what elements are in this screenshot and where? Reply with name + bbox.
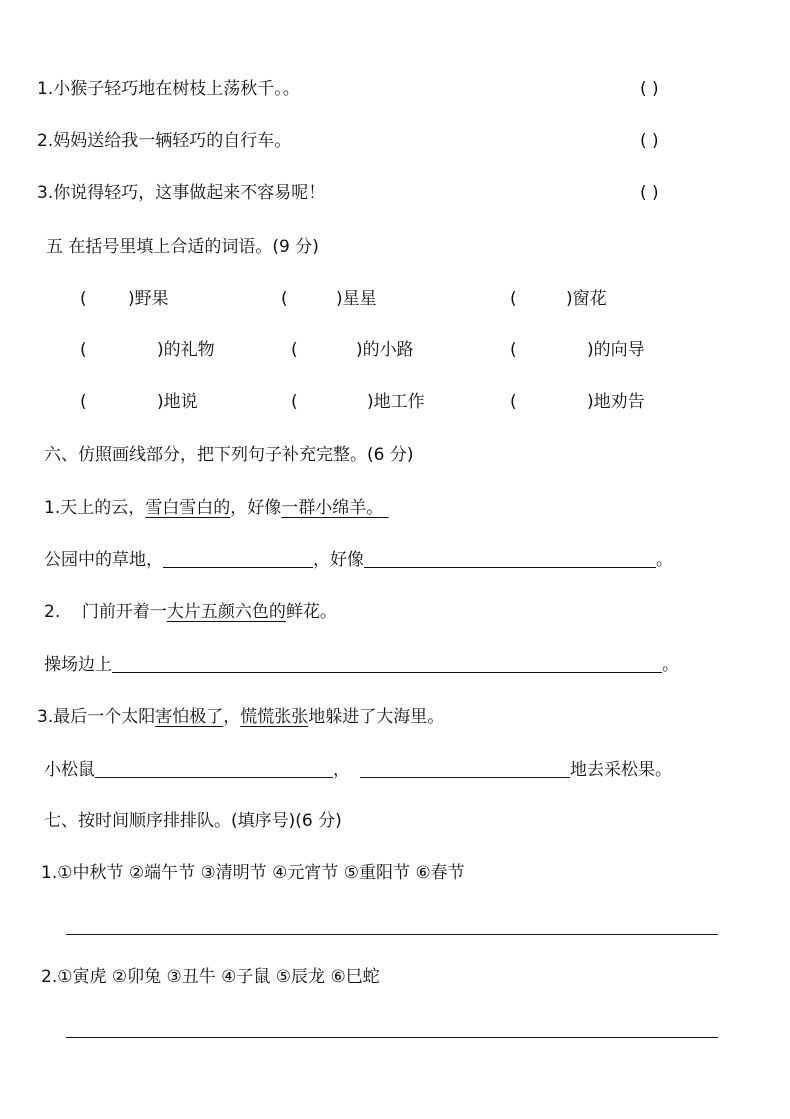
s6-q3-end: 地躲进了大海里。 (308, 707, 445, 727)
s6-a3-end: 地去采松果。 (570, 760, 672, 780)
s4-item-1: 1.小猴子轻巧地在树枝上荡秋千。。 (37, 79, 300, 99)
s6-a1-prefix: 公园中的草地， (44, 550, 163, 570)
s5-r2c1-open[interactable]: ( (80, 340, 87, 360)
s5-r3c1-word: )地说 (157, 392, 198, 412)
s4-item-2-answer-paren[interactable]: ( ) (640, 131, 659, 151)
s6-a2-end: 。 (662, 655, 679, 675)
s6-a3-mid: ， (333, 760, 350, 780)
s6-a3-blank-1[interactable] (95, 761, 333, 778)
s5-r1c2-open[interactable]: ( (281, 289, 288, 309)
s6-a3-blank-2[interactable] (360, 761, 570, 778)
s5-r1c2-word: )星星 (336, 289, 377, 309)
s5-r2c3-open[interactable]: ( (510, 340, 517, 360)
s5-r1c1-word: )野果 (128, 289, 169, 309)
s6-a1 (44, 549, 673, 571)
s6-q3-mid: ， (223, 707, 241, 727)
s4-item-3-answer-paren[interactable]: ( ) (640, 183, 659, 203)
s6-a2-blank[interactable] (112, 656, 662, 673)
s6-q1-underline-tail (383, 498, 388, 518)
s6-a1-blank-2[interactable] (364, 551, 656, 568)
s5-r2c2-word: )的小路 (356, 340, 414, 360)
section5-title: 五 在括号里填上合适的词语。(9 分) (46, 237, 319, 257)
s4-item-1-answer-paren[interactable]: ( ) (640, 79, 659, 99)
s5-r1c3-open[interactable]: ( (510, 289, 517, 309)
s6-q3-prefix: 3.最后一个太阳 (37, 707, 156, 727)
s7-q2-answer-line[interactable] (66, 1037, 718, 1038)
section6-title: 六、仿照画线部分，把下列句子补充完整。(6 分) (44, 445, 414, 465)
s6-q1-underlined-2: 一群小绵羊。 (281, 498, 384, 518)
s6-q3-underlined-2: 慌慌张张 (240, 707, 309, 727)
s6-q3-underlined-1: 害怕极了 (155, 707, 224, 727)
s6-a2 (44, 654, 679, 676)
s4-item-3: 3.你说得轻巧，这事做起来不容易呢！ (37, 183, 326, 203)
section7-title: 七、按时间顺序排排队。(填序号)(6 分) (44, 811, 342, 831)
s6-q2-underlined: 大片五颜六色的 (166, 602, 286, 622)
s6-q1 (44, 497, 389, 519)
s6-q2 (44, 601, 337, 623)
s5-r3c3-word: )地劝告 (587, 392, 645, 412)
s5-r3c2-word: )地工作 (367, 392, 425, 412)
s6-q1-prefix: 1.天上的云， (44, 498, 146, 518)
s5-r1c3-word: )窗花 (566, 289, 607, 309)
s5-r3c1-open[interactable]: ( (80, 392, 87, 412)
s5-r3c3-open[interactable]: ( (510, 392, 517, 412)
s6-a1-mid: ，好像 (313, 550, 364, 570)
s6-q2-end: 鲜花。 (285, 602, 337, 622)
s6-q1-mid: ，好像 (230, 498, 282, 518)
s4-item-2: 2.妈妈送给我一辆轻巧的自行车。 (37, 131, 292, 151)
s6-q3 (37, 706, 444, 728)
s5-r2c2-open[interactable]: ( (291, 340, 298, 360)
s7-q2: 2.①寅虎 ②卯兔 ③丑牛 ④子鼠 ⑤辰龙 ⑥巳蛇 (41, 967, 380, 987)
s6-a3 (44, 759, 672, 781)
s6-a3-prefix: 小松鼠 (44, 760, 95, 780)
s6-a1-blank-1[interactable] (163, 551, 313, 568)
s5-r1c1-open[interactable]: ( (80, 289, 87, 309)
s6-q2-prefix: 2. 门前开着一 (44, 602, 167, 622)
s7-q1-answer-line[interactable] (66, 934, 718, 935)
s5-r2c1-word: )的礼物 (157, 340, 215, 360)
s5-r3c2-open[interactable]: ( (291, 392, 298, 412)
s6-q1-underlined-1: 雪白雪白的 (145, 498, 231, 518)
s6-a1-end: 。 (656, 550, 673, 570)
s5-r2c3-word: )的向导 (587, 340, 645, 360)
s6-a2-prefix: 操场边上 (44, 655, 112, 675)
s7-q1: 1.①中秋节 ②端午节 ③清明节 ④元宵节 ⑤重阳节 ⑥春节 (41, 863, 465, 883)
